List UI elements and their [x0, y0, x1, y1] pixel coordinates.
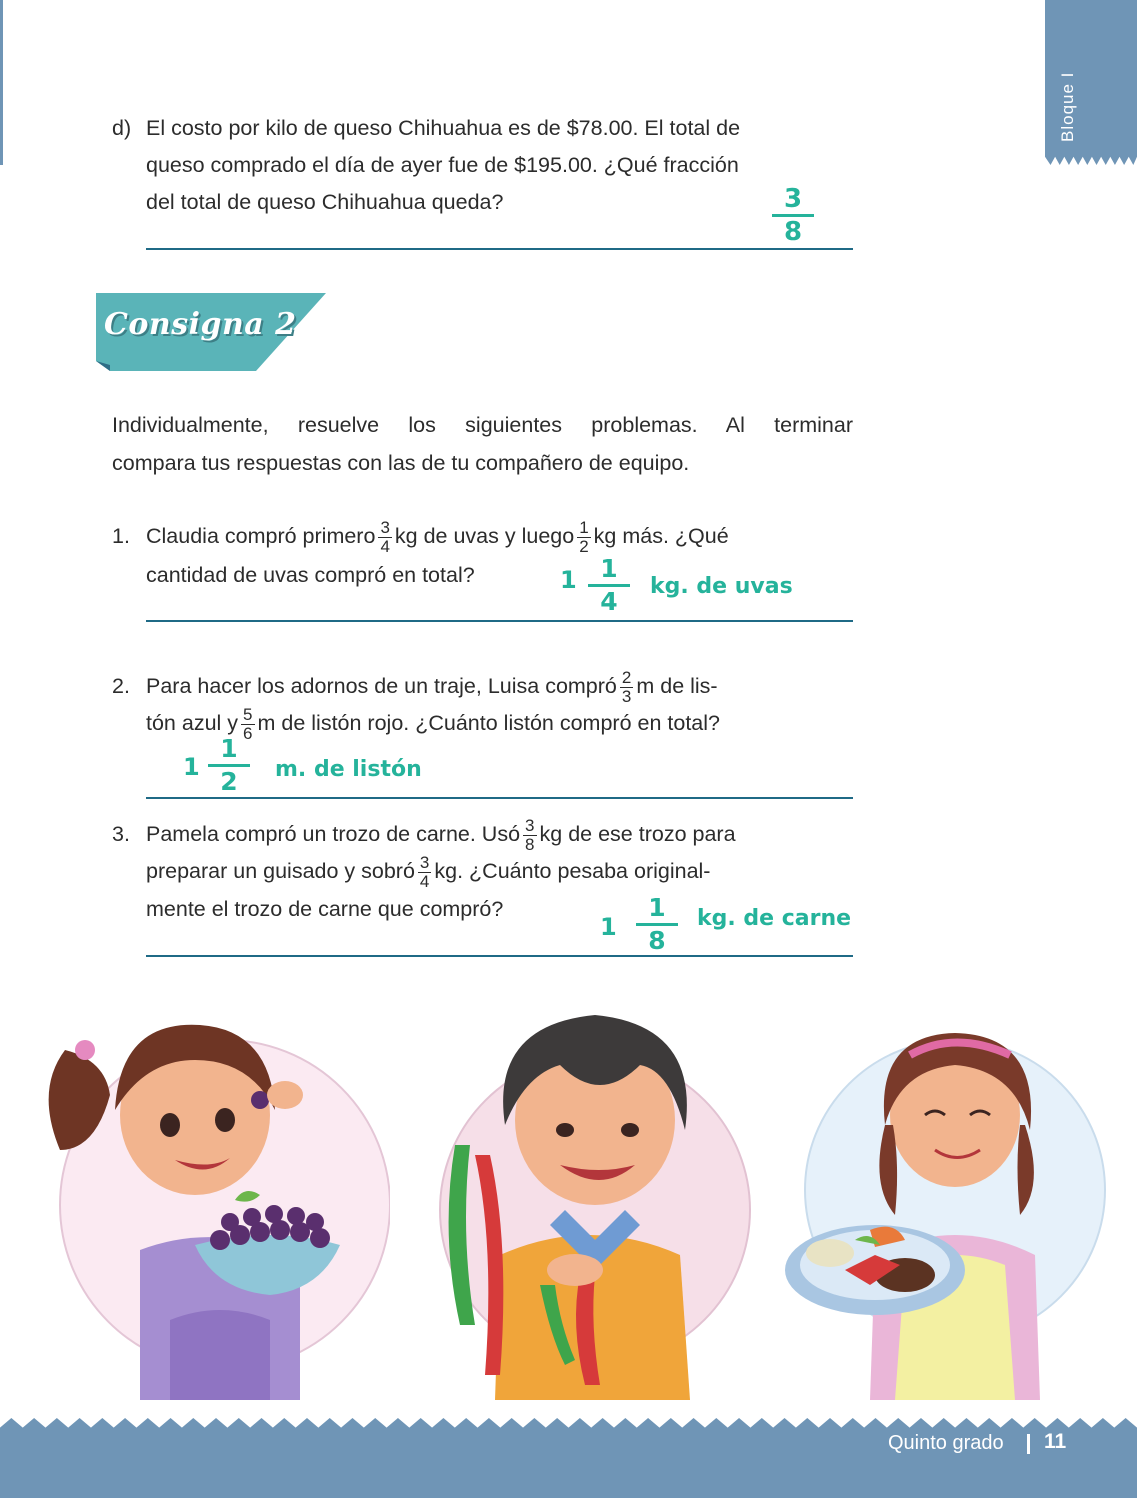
footer-separator	[1027, 1434, 1030, 1454]
problem-3-line-2	[146, 853, 710, 891]
answer-denominator: 8	[783, 217, 803, 247]
answer-numerator: 3	[783, 184, 803, 214]
problem-3-text-d: kg. ¿Cuánto pesaba original-	[434, 859, 711, 883]
consigna-title: Consigna 2	[104, 307, 297, 342]
bloque-label: Bloque I	[1058, 71, 1077, 142]
fraction-denominator: 2	[579, 536, 589, 556]
item-d-line-2: queso comprado el día de ayer fue de $195.00. ¿Qué fracción	[146, 153, 739, 177]
item-d-marker: d)	[112, 116, 132, 140]
girl-with-plate-illustration	[775, 1015, 1130, 1400]
fraction-numerator: 5	[243, 704, 253, 724]
problem-1-text-c: kg más. ¿Qué	[593, 524, 729, 548]
problem-1-answer-whole: 1	[560, 566, 577, 594]
problem-1-answer-unit: kg. de uvas	[650, 574, 793, 599]
problem-1-number: 1.	[112, 524, 130, 548]
problem-3-text-a: Pamela compró un trozo de carne. Usó	[146, 822, 521, 846]
item-d-line-3: del total de queso Chihuahua queda?	[146, 190, 504, 214]
problem-3-fraction-2	[418, 854, 431, 891]
fraction-numerator: 3	[525, 815, 535, 835]
left-margin-rule	[0, 0, 3, 165]
fraction-numerator: 1	[579, 517, 589, 537]
problem-3-text-c: preparar un guisado y sobró	[146, 859, 415, 883]
problem-3-line-1	[146, 816, 736, 854]
fraction-denominator: 8	[525, 834, 535, 854]
problem-3-answer-unit: kg. de carne	[697, 906, 852, 931]
problem-2-answer-fraction	[208, 736, 250, 795]
problem-1-text-b: kg de uvas y luego	[394, 524, 575, 548]
fraction-numerator: 3	[419, 852, 430, 872]
fraction-denominator: 4	[419, 871, 430, 891]
fraction-denominator: 4	[380, 536, 390, 556]
problem-1-answer-fraction	[588, 556, 630, 615]
problem-2-answer-whole: 1	[183, 753, 200, 781]
fraction-numerator: 2	[621, 667, 632, 687]
answer-numerator: 1	[600, 554, 618, 583]
problem-1-fraction-1	[378, 519, 391, 556]
problem-2-text-d: m de listón rojo. ¿Cuánto listón compró en total?	[257, 711, 720, 735]
problem-2-fraction-1	[620, 669, 633, 706]
answer-denominator: 8	[648, 926, 666, 955]
answer-numerator: 1	[648, 893, 666, 922]
instructions-line-2: compara tus respuestas con las de tu compañero de equipo.	[112, 451, 690, 475]
problem-3-fraction-1	[523, 817, 536, 854]
fraction-numerator: 3	[380, 517, 390, 537]
problem-2-answer-unit: m. de listón	[275, 757, 422, 782]
answer-denominator: 2	[220, 767, 238, 796]
item-d-answer	[772, 186, 814, 245]
problem-3-answer-whole: 1	[600, 913, 617, 941]
problem-2-line-1	[146, 668, 718, 706]
problem-2-text-b: m de lis-	[636, 674, 718, 698]
instructions-line-1: Individualmente, resuelve los siguientes problemas. Al terminar	[112, 413, 853, 437]
footer-grade: Quinto grado	[888, 1432, 1004, 1454]
problem-2-text-c: tón azul y	[146, 711, 239, 735]
item-d-line-1: El costo por kilo de queso Chihuahua es de $78.00. El total de	[146, 116, 741, 140]
item-d-answer-line	[146, 248, 853, 250]
problem-3-text-b: kg de ese trozo para	[539, 822, 736, 846]
fraction-denominator: 3	[621, 686, 632, 706]
boy-with-ribbons-illustration	[400, 995, 760, 1400]
problem-3-number: 3.	[112, 822, 130, 846]
problem-1-line-1	[146, 518, 729, 556]
problem-1-answer-line	[146, 620, 853, 622]
page-number: 11	[1044, 1430, 1067, 1453]
problem-1-fraction-2	[577, 519, 590, 556]
problem-3-answer-line	[146, 955, 853, 957]
girl-with-grapes-illustration	[20, 1000, 390, 1400]
answer-denominator: 4	[600, 587, 618, 616]
answer-numerator: 1	[220, 734, 238, 763]
fraction-denominator: 6	[243, 723, 253, 743]
problem-2-number: 2.	[112, 674, 130, 698]
problem-1-text-a: Claudia compró primero	[146, 524, 376, 548]
problem-1-line-2: cantidad de uvas compró en total?	[146, 563, 475, 587]
footer-band	[0, 1418, 1137, 1498]
problem-3-line-3: mente el trozo de carne que compró?	[146, 897, 504, 921]
problem-2-answer-line	[146, 797, 853, 799]
problem-2-text-a: Para hacer los adornos de un traje, Luisa compró	[146, 674, 617, 698]
problem-3-answer-fraction	[636, 895, 678, 954]
